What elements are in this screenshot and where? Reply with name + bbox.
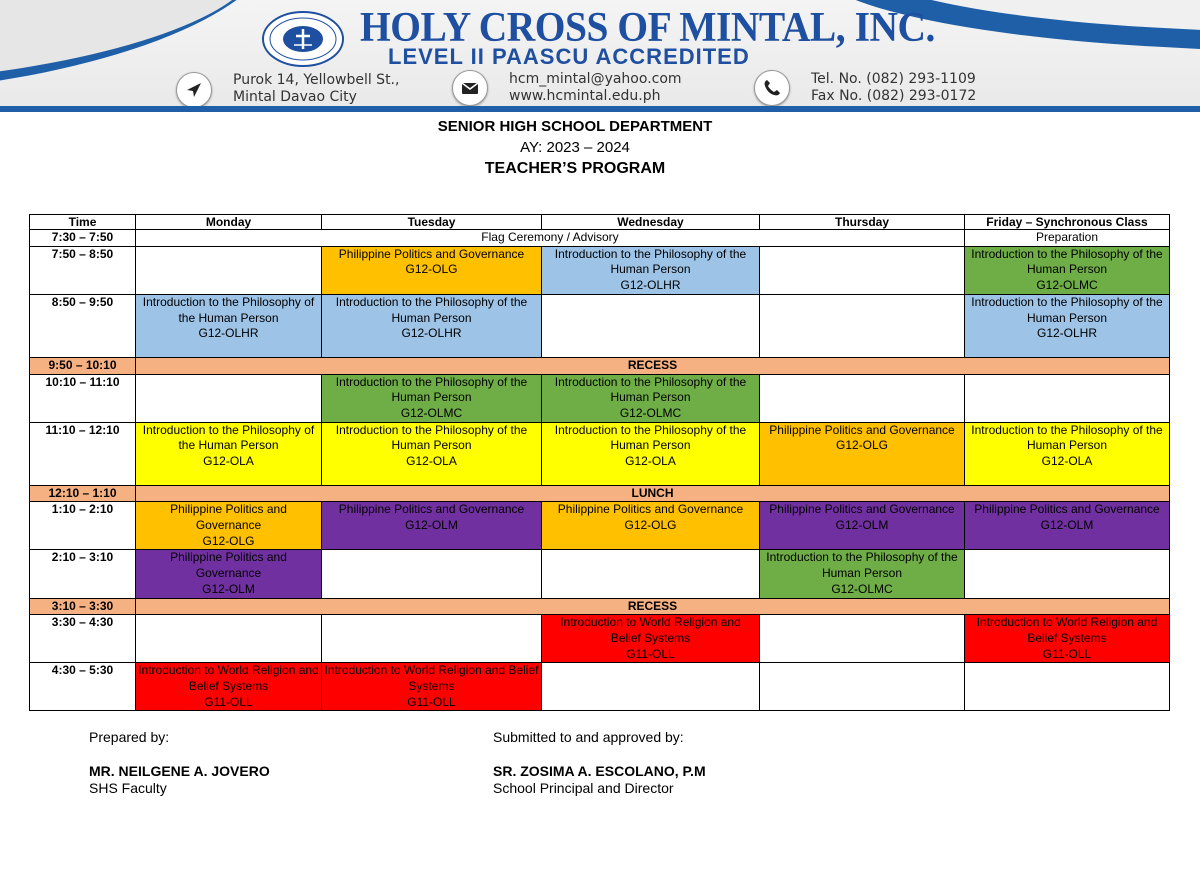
website-text: www.hcmintal.edu.ph — [509, 88, 661, 104]
recess-label: RECESS — [136, 598, 1170, 615]
class-cell-monday — [136, 246, 322, 294]
table-row — [30, 374, 1170, 422]
column-header-time: Time — [30, 215, 136, 230]
class-cell-monday — [136, 374, 322, 422]
class-cell-wednesday: Introduction to the Philosophy of the Human Person G12-OLHR — [542, 246, 760, 294]
location-arrow-icon — [176, 72, 212, 108]
class-cell-tuesday: Introduction to the Philosophy of the Human Person G12-OLMC — [322, 374, 542, 422]
time-cell: 9:50 – 10:10 — [30, 357, 136, 374]
table-row — [30, 615, 1170, 663]
preparation-cell: Preparation — [965, 230, 1170, 247]
class-cell-wednesday — [542, 663, 760, 711]
class-cell-tuesday — [322, 615, 542, 663]
table-row — [30, 550, 1170, 598]
school-seal-icon — [258, 10, 348, 68]
class-cell-thursday — [760, 294, 965, 357]
class-cell-tuesday: Philippine Politics and Governance G12-OLG — [322, 246, 542, 294]
prepared-by-name: MR. NEILGENE A. JOVERO — [89, 763, 270, 779]
time-cell: 12:10 – 1:10 — [30, 485, 136, 502]
class-cell-friday — [965, 374, 1170, 422]
department-heading: SENIOR HIGH SCHOOL DEPARTMENT — [437, 118, 713, 135]
break-row — [30, 598, 1170, 615]
time-cell: 7:30 – 7:50 — [30, 230, 136, 247]
prepared-by-label: Prepared by: — [89, 729, 170, 745]
class-cell-friday — [965, 663, 1170, 711]
class-cell-thursday — [760, 663, 965, 711]
approved-by-name: SR. ZOSIMA A. ESCOLANO, P.M — [493, 763, 706, 779]
class-cell-wednesday: Introduction to World Religion and Belief Systems G11-OLL — [542, 615, 760, 663]
class-cell-wednesday: Introduction to the Philosophy of the Human Person G12-OLA — [542, 422, 760, 485]
column-header-tuesday: Tuesday — [322, 215, 542, 230]
class-cell-tuesday: Introduction to World Religion and Belief Systems G11-OLL — [322, 663, 542, 711]
approved-by-title: School Principal and Director — [493, 780, 674, 796]
banner-swoosh-left-inner — [0, 0, 263, 75]
telephone-text: Tel. No. (082) 293-1109 — [811, 71, 976, 87]
table-row — [30, 422, 1170, 485]
table-row — [30, 502, 1170, 550]
banner-bottom-band — [0, 106, 1200, 112]
break-row — [30, 357, 1170, 374]
accreditation-line: LEVEL II PAASCU ACCREDITED — [388, 44, 750, 69]
class-cell-tuesday: Introduction to the Philosophy of the Human Person G12-OLHR — [322, 294, 542, 357]
class-cell-tuesday — [322, 550, 542, 598]
class-cell-wednesday — [542, 294, 760, 357]
class-cell-friday — [965, 550, 1170, 598]
class-cell-monday: Introduction to the Philosophy of the Human Person G12-OLA — [136, 422, 322, 485]
academic-year: AY: 2023 – 2024 — [520, 139, 630, 156]
recess-label: RECESS — [136, 357, 1170, 374]
class-cell-monday: Philippine Politics and Governance G12-OLG — [136, 502, 322, 550]
time-cell: 3:10 – 3:30 — [30, 598, 136, 615]
table-row — [30, 230, 1170, 247]
fax-text: Fax No. (082) 293-0172 — [811, 88, 977, 104]
flag-ceremony-cell: Flag Ceremony / Advisory — [136, 230, 965, 247]
time-cell: 7:50 – 8:50 — [30, 246, 136, 294]
class-cell-thursday — [760, 246, 965, 294]
table-row — [30, 246, 1170, 294]
class-cell-monday — [136, 615, 322, 663]
class-cell-friday: Introduction to the Philosophy of the Human Person G12-OLA — [965, 422, 1170, 485]
class-cell-tuesday: Introduction to the Philosophy of the Human Person G12-OLA — [322, 422, 542, 485]
class-cell-wednesday: Philippine Politics and Governance G12-OLG — [542, 502, 760, 550]
time-cell: 10:10 – 11:10 — [30, 374, 136, 422]
class-cell-friday: Introduction to World Religion and Belief Systems G11-OLL — [965, 615, 1170, 663]
class-cell-thursday — [760, 374, 965, 422]
table-row — [30, 663, 1170, 711]
email-text: hcm_mintal@yahoo.com — [509, 71, 682, 87]
time-cell: 11:10 – 12:10 — [30, 422, 136, 485]
class-cell-thursday: Introduction to the Philosophy of the Human Person G12-OLMC — [760, 550, 965, 598]
lunch-label: LUNCH — [136, 485, 1170, 502]
schedule-table — [29, 214, 1170, 711]
column-header-monday: Monday — [136, 215, 322, 230]
class-cell-monday: Introduction to the Philosophy of the Human Person G12-OLHR — [136, 294, 322, 357]
time-cell: 2:10 – 3:10 — [30, 550, 136, 598]
column-header-thursday: Thursday — [760, 215, 965, 230]
time-cell: 1:10 – 2:10 — [30, 502, 136, 550]
class-cell-wednesday — [542, 550, 760, 598]
letterhead-banner — [0, 0, 1200, 112]
table-row — [30, 294, 1170, 357]
time-cell: 3:30 – 4:30 — [30, 615, 136, 663]
column-header-wednesday: Wednesday — [542, 215, 760, 230]
prepared-by-title: SHS Faculty — [89, 780, 167, 796]
address-line-2: Mintal Davao City — [233, 89, 357, 105]
class-cell-monday: Introduction to World Religion and Belief Systems G11-OLL — [136, 663, 322, 711]
table-header-row — [30, 215, 1170, 230]
class-cell-thursday: Philippine Politics and Governance G12-OLM — [760, 502, 965, 550]
time-cell: 4:30 – 5:30 — [30, 663, 136, 711]
class-cell-tuesday: Philippine Politics and Governance G12-OLM — [322, 502, 542, 550]
envelope-icon — [452, 70, 488, 106]
class-cell-thursday — [760, 615, 965, 663]
class-cell-monday: Philippine Politics and Governance G12-OLM — [136, 550, 322, 598]
address-line-1: Purok 14, Yellowbell St., — [233, 72, 400, 88]
class-cell-thursday: Philippine Politics and Governance G12-OLG — [760, 422, 965, 485]
phone-icon — [754, 70, 790, 106]
break-row — [30, 485, 1170, 502]
document-title: TEACHER’S PROGRAM — [484, 160, 666, 177]
class-cell-friday: Introduction to the Philosophy of the Human Person G12-OLHR — [965, 294, 1170, 357]
column-header-friday: Friday – Synchronous Class — [965, 215, 1170, 230]
class-cell-friday: Philippine Politics and Governance G12-OLM — [965, 502, 1170, 550]
approved-by-label: Submitted to and approved by: — [493, 729, 684, 745]
class-cell-friday: Introduction to the Philosophy of the Human Person G12-OLMC — [965, 246, 1170, 294]
class-cell-wednesday: Introduction to the Philosophy of the Human Person G12-OLMC — [542, 374, 760, 422]
time-cell: 8:50 – 9:50 — [30, 294, 136, 357]
school-name: HOLY CROSS OF MINTAL, INC. — [360, 5, 935, 51]
